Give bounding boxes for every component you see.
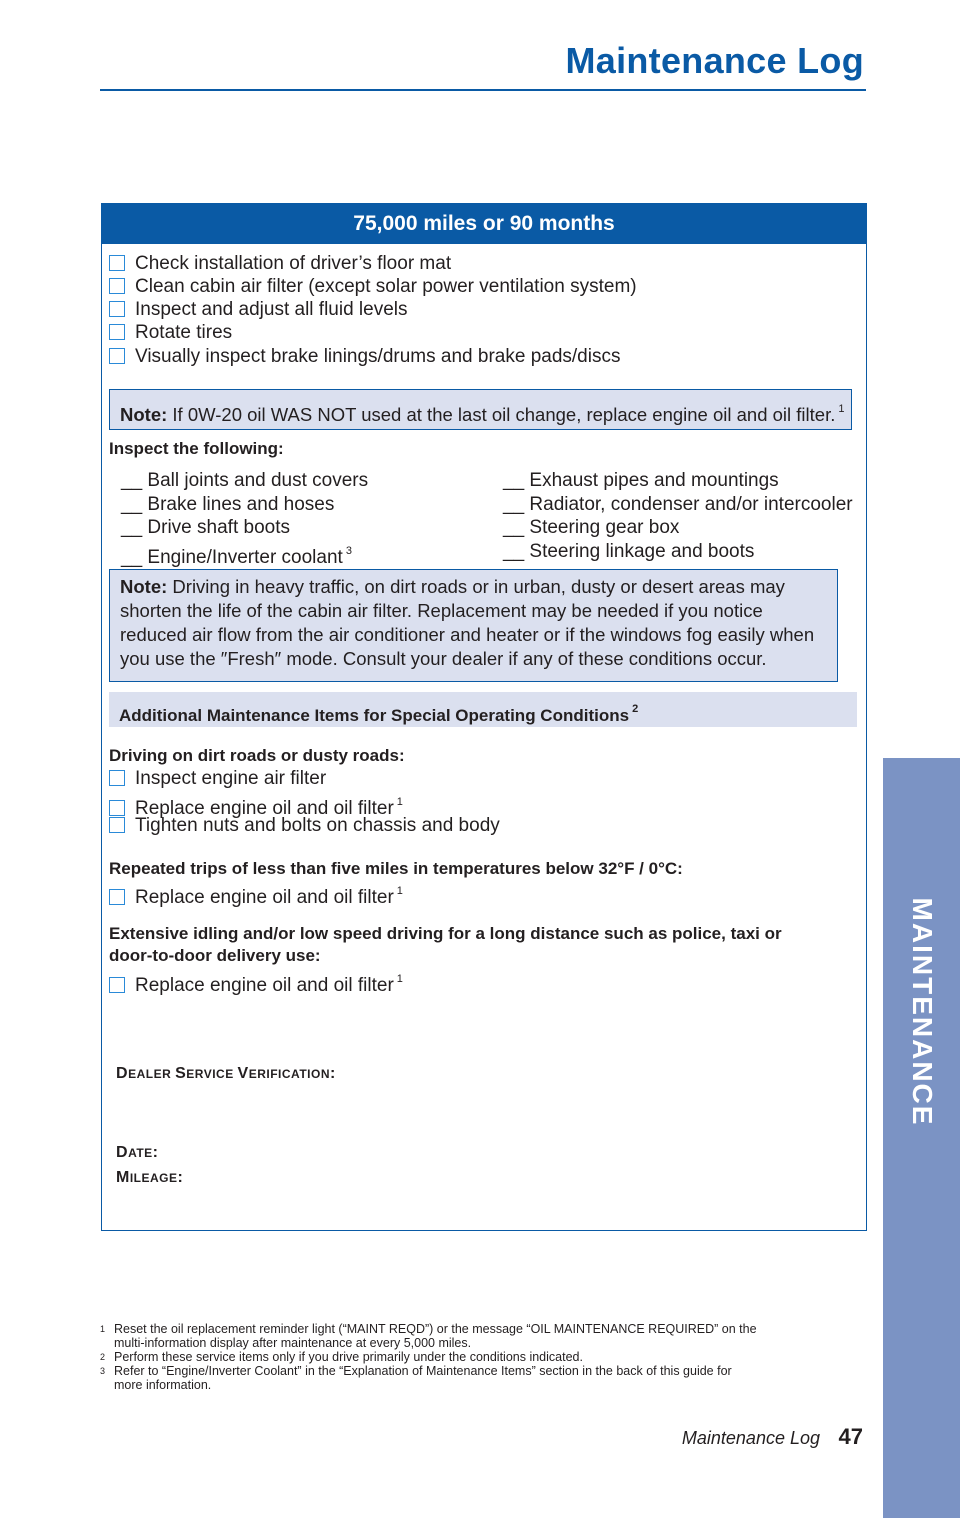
inspect-item: __ Radiator, condenser and/or intercooler — [503, 493, 853, 515]
dirt-roads-heading: Driving on dirt roads or dusty roads: — [109, 746, 405, 765]
inspect-heading: Inspect the following: — [109, 439, 284, 458]
checklist-item[interactable]: Inspect and adjust all fluid levels — [109, 299, 408, 321]
checkbox-icon[interactable] — [109, 770, 125, 786]
title-divider — [100, 89, 866, 91]
inspect-list-left — [121, 469, 368, 569]
checklist-item[interactable]: Check installation of driver’s floor mat — [109, 253, 451, 275]
footnote: 1 Reset the oil replacement reminder light (“MAINT REQD”) or the message “OIL MAINTENANCE REQUIRED” on the multi-information display after maintenance at every 5,000 miles. — [100, 1322, 757, 1350]
checkbox-icon[interactable] — [109, 255, 125, 271]
checklist-item[interactable]: Replace engine oil and oil filter $^1$ — [109, 968, 403, 997]
checkbox-icon[interactable] — [109, 348, 125, 364]
checkbox-icon[interactable] — [109, 324, 125, 340]
checkbox-icon[interactable] — [109, 278, 125, 294]
interval-header: 75,000 miles or 90 months — [102, 204, 866, 244]
cabin-filter-note: Note: Driving in heavy traffic, on dirt roads or in urban, dusty or desert areas may shorten the life of the cabin air filter. Replacement may be needed if you notice reduced air flow from the air conditioner and heater or if the windows fog easily when you use the ″Fresh″ mode. Consult your dealer if any of these conditions occur. — [109, 569, 838, 682]
oil-note: Note: If 0W-20 oil WAS NOT used at the last oil change, replace engine oil and oil filter. $^1$ — [109, 389, 852, 430]
maintenance-interval-box — [101, 203, 867, 1231]
special-conditions-heading: Additional Maintenance Items for Special Operating Conditions $^2$ — [109, 692, 857, 727]
inspect-item: __ Engine/Inverter coolant $^3$ — [121, 544, 352, 568]
checklist-item[interactable]: Clean cabin air filter (except solar power ventilation system) — [109, 276, 637, 298]
checklist-item[interactable]: Tighten nuts and bolts on chassis and body — [109, 815, 500, 837]
checklist-item[interactable]: Replace engine oil and oil filter $^1$ — [109, 880, 403, 909]
inspect-list-right — [503, 469, 853, 563]
inspect-item: __ Ball joints and dust covers — [121, 470, 369, 491]
footnote: 3 Refer to “Engine/Inverter Coolant” in the “Explanation of Maintenance Items” section in the back of this guide for more information. — [100, 1364, 732, 1392]
inspect-item: __ Exhaust pipes and mountings — [503, 470, 779, 491]
inspect-item: __ Drive shaft boots — [121, 517, 290, 538]
date-label: DATE: — [116, 1144, 159, 1161]
checkbox-icon[interactable] — [109, 800, 125, 816]
checkbox-icon[interactable] — [109, 817, 125, 833]
page-number: 47 — [838, 1424, 863, 1449]
footnotes — [100, 1322, 860, 1392]
inspect-item: __ Steering gear box — [503, 517, 680, 538]
idling-heading-line2: door-to-door delivery use: — [109, 946, 321, 965]
footer-section-label: Maintenance Log — [681, 1428, 820, 1448]
checklist-item[interactable]: Replace engine oil and oil filter $^1$ — [109, 791, 403, 820]
short-trips-heading: Repeated trips of less than five miles in temperatures below 32°F / 0°C: — [109, 859, 683, 878]
inspect-item: __ Brake lines and hoses — [121, 493, 335, 515]
page-title: Maintenance Log — [565, 40, 864, 81]
checklist-item[interactable]: Inspect engine air filter — [109, 768, 326, 790]
mileage-label: MILEAGE: — [116, 1169, 184, 1186]
side-tab-label: MAINTENANCE — [906, 897, 938, 1127]
footnote: 2 Perform these service items only if you drive primarily under the conditions indicated. — [100, 1350, 583, 1364]
checkbox-icon[interactable] — [109, 889, 125, 905]
idling-heading-line1: Extensive idling and/or low speed driving for a long distance such as police, taxi or — [109, 924, 782, 943]
checklist-item[interactable]: Visually inspect brake linings/drums and brake pads/discs — [109, 346, 620, 368]
checkbox-icon[interactable] — [109, 977, 125, 993]
dealer-verification-label: DEALER SERVICE VERIFICATION: — [116, 1065, 336, 1082]
checkbox-icon[interactable] — [109, 301, 125, 317]
checklist-item[interactable]: Rotate tires — [109, 322, 232, 344]
section-side-tab — [883, 758, 960, 1518]
inspect-item: __ Steering linkage and boots — [503, 540, 755, 562]
